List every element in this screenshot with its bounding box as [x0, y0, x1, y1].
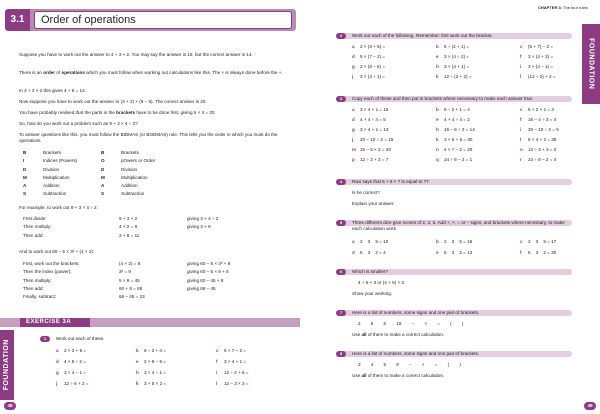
calc-row: Then the index (power): 3² = 9 giving 60 – 5 × 9 + 8	[23, 269, 229, 275]
section-title: Order of operations	[34, 11, 292, 29]
calc-row: First divide: 9 + 3 × 2 giving 3 × 4 ÷ 2	[23, 216, 219, 221]
question-3-row: m 15 – 5 × 2 = 20 n 4 × 7 – 2 = 20 o 12 ÷ 3 + 3 = 2	[352, 147, 557, 152]
question-2-row: g 2 × (8 – 5) = h 3 × (4 + 1) = i 3 × (4 – 1) =	[352, 64, 554, 69]
intro-paragraph-4: Now suppose you have to work out the answer to (3 + 2) × (9 – 5). The correct answer is 20.	[19, 99, 207, 104]
question-7-symbols: 2 5 6 18 – × = ( )	[358, 321, 464, 326]
question-1-text: Work out each of these.	[56, 336, 105, 341]
example-2-intro: And to work out 60 – 5 × 3² + (4 × 2):	[19, 249, 95, 254]
question-6-line-3: Show your working.	[352, 291, 393, 296]
bidmas-row: B Brackets B Brackets	[23, 150, 139, 155]
question-3-row: p 12 ÷ 3 + 3 = 7 q 24 ÷ 8 – 2 = 1 r 24 ÷ 8 – 2 = 4	[352, 157, 557, 162]
example-1-steps	[23, 216, 218, 241]
question-number: 2	[336, 33, 346, 39]
bidmas-row: S Subtraction S Subtraction	[23, 191, 145, 197]
question-8-symbols: 3 4 5 8 – × = ( )	[358, 362, 461, 367]
intro-paragraph-2: There is an order of operations which you must follow when working out calculations like this. The × is always done before the +.	[19, 70, 283, 75]
question-7-line-3: Use all of them to make a correct calculation.	[352, 332, 445, 337]
question-6-line-1: Which is smaller?	[352, 269, 388, 274]
bidmas-row: D Division D Division	[23, 166, 138, 172]
question-1-row: d 4 × 6 ÷ 2 = e 2 × 8 – 5 = f 3 × 4 + 1 =	[56, 359, 247, 364]
foundation-tab-right: FOUNDATION	[582, 24, 600, 104]
question-4-line-2: Is he correct?	[352, 190, 380, 195]
question-number: 4	[336, 179, 346, 185]
question-2-text: Work out each of the following. Remember: first work out the bracket.	[352, 33, 493, 38]
intro-paragraph-6: So, how do you work out a problem such as 9 + 3 × 4 ÷ 2?	[19, 121, 138, 126]
intro-paragraph-7: To answer questions like this, you must follow the BIDMAS (or BODMAS) rule. This tells you the order in which you must do the operations.	[19, 132, 278, 144]
question-number: 7	[336, 310, 346, 316]
question-5-row: d 5 3 2 = 4 e 5 3 2 = 13 f 5 3 2 = 30	[352, 250, 557, 255]
question-2-row: d 5 × (7 – 2) = e 3 × (4 ÷ 2) = f 3 × (4 + 2) =	[352, 54, 554, 59]
question-4-line-1: Ravi says that 5 + 6 × 7 is equal to 77.	[352, 179, 431, 184]
calc-row: First, work out the brackets: (4 × 2) = 8 giving 60 – 5 × 3² + 8	[23, 261, 231, 266]
question-number: 6	[336, 269, 346, 275]
calc-row: Then add: 3 + 8 = 11	[23, 232, 140, 238]
question-4-line-3: Explain your answer.	[352, 201, 395, 206]
question-3-text: Copy each of these and then put in brackets where necessary to make each answer true.	[352, 96, 534, 101]
calc-row: Then add: 60 + 8 = 68 giving 68 – 45	[23, 285, 216, 291]
question-8-line-3: Use all of them to make a correct calculation.	[352, 373, 445, 378]
bidmas-table	[23, 150, 155, 200]
question-1-row: a 2 × 3 + 5 = b 6 ÷ 3 + 4 = c 5 × 7 – 2 =	[56, 348, 246, 353]
question-2-row: a 2 × (3 + 5) = b 6 ÷ (2 + 1) = c (5 + 7) – 2 =	[352, 44, 554, 49]
intro-paragraph-1: Suppose you have to work out the answer to 4 + 3 × 2. You may say the answer is 18, but the correct answer is 14.	[19, 52, 253, 57]
chapter-heading: CHAPTER 3: The four rules	[538, 5, 588, 10]
question-3-row: a 3 × 4 + 1 = 15 b 6 ÷ 2 + 1 = 4 c 6 + 2 × 1 = 3	[352, 107, 554, 112]
example-1-intro: For example, to work out 9 + 3 × 4 ÷ 2:	[19, 205, 98, 210]
intro-paragraph-5: You have probably realised that the parts in the brackets have to be done first, giving 5 × 4 = 20.	[19, 110, 216, 115]
bidmas-row: I Indices (Powers) O pOwers or Order	[23, 158, 156, 164]
calc-row: Finally, subtract: 68 – 45 = 23	[23, 294, 145, 300]
calc-row: Then multiply: 5 × 9 = 45 giving 60 – 45 + 8	[23, 277, 224, 283]
example-2-steps	[23, 261, 230, 302]
page-number-left: 48	[4, 402, 16, 410]
question-3-row: g 3 × 4 + 1 = 13 h 16 – 6 ÷ 3 = 14 i 20 – 10 ÷ 2 = 5	[352, 127, 559, 132]
section-number: 3.1	[5, 9, 30, 31]
exercise-label: EXERCISE 3A	[20, 318, 90, 327]
page-number-right: 49	[584, 402, 596, 410]
question-number: 3	[336, 96, 346, 102]
question-3-row: d 4 + 4 ÷ 4 = 5 e 4 + 4 ÷ 4 = 2 f 16 – 4 ÷ 3 = 4	[352, 117, 557, 122]
question-3-row: j 20 – 10 ÷ 2 = 15 k 3 × 5 + 5 = 30 l 6 × 4 + 2 = 36	[352, 137, 557, 142]
question-1-row: j 12 ÷ 6 + 2 = k 3 + 5 × 2 = l 12 – 3 × 3 =	[56, 381, 249, 386]
question-6-line-2: 4 + 5 × 3 or (4 + 5) × 3	[358, 280, 404, 285]
bidmas-row: M Multiplication M Multiplication	[23, 174, 148, 180]
question-number: 1	[40, 336, 50, 342]
question-5-row: a 2 3 5 = 10 b 2 3 5 = 16 c 2 3 5 = 17	[352, 239, 557, 244]
question-number: 8	[336, 351, 346, 357]
question-8-line-1: Here is a list of numbers, some signs and one pair of brackets.	[352, 351, 480, 356]
question-5-text: Three different dice give scores of 2, 3, 5. Add +, ×, = or – signs, and brackets where necessary, to make each calculation work.	[352, 220, 565, 232]
right-page	[300, 0, 600, 414]
intro-paragraph-3: In 4 + 3 × 2 this gives 4 + 6 = 14.	[19, 88, 86, 93]
question-7-line-1: Here is a list of numbers, some signs and one pair of brackets.	[352, 310, 480, 315]
question-1-row: g 3 × 4 – 1 = h 3 × 4 ÷ 1 = i 12 ÷ 2 + 6 =	[56, 370, 249, 375]
question-number: 5	[336, 220, 346, 226]
question-2-row: j 3 × (4 ÷ 1) = k 12 ÷ (2 + 2) = l (12 ÷ 2) + 2 =	[352, 74, 556, 79]
foundation-tab-left: FOUNDATION	[0, 330, 14, 400]
bidmas-row: A Addition A Addition	[23, 183, 138, 189]
calc-row: Then multiply: 4 × 2 = 8 giving 3 × 8	[23, 224, 211, 230]
